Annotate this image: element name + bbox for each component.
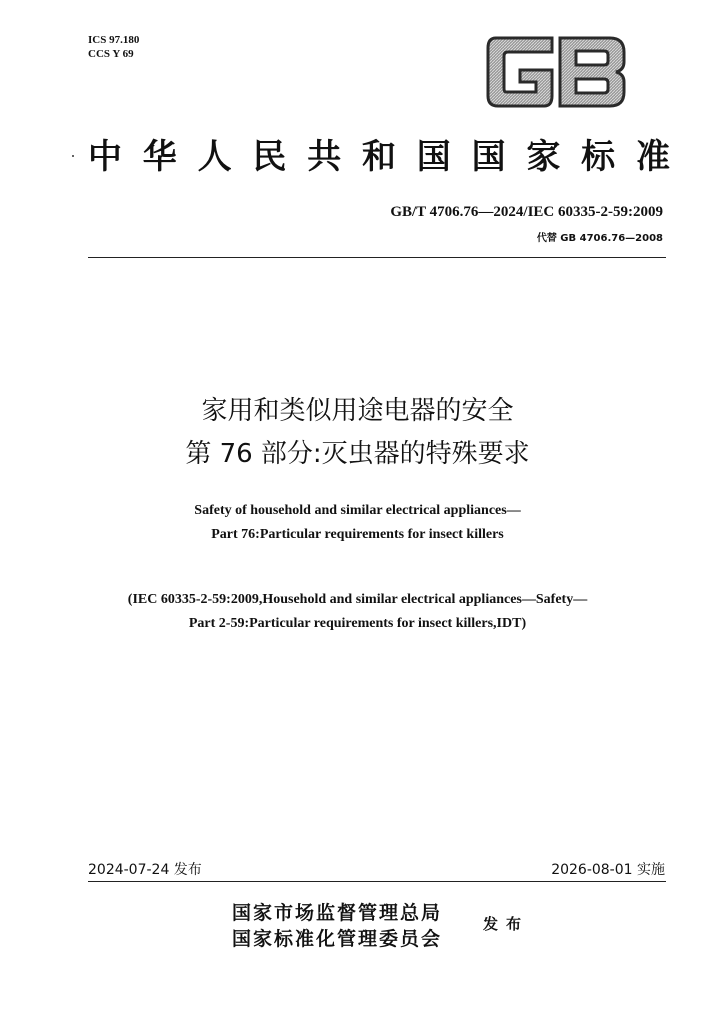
- standard-number: GB/T 4706.76—2024/IEC 60335-2-59:2009: [390, 204, 663, 220]
- ccs-code: CCS Y 69: [88, 48, 134, 60]
- heading-char: 人: [197, 137, 232, 177]
- heading-char: 标: [581, 137, 616, 177]
- heading-char: 国: [471, 137, 506, 177]
- implement-date: 2026-08-01 实施: [551, 862, 665, 878]
- title-cn-line2: 第 76 部分:灭虫器的特殊要求: [185, 439, 530, 469]
- heading-char: 准: [635, 137, 670, 177]
- margin-dot: [72, 155, 74, 157]
- ics-code: ICS 97.180: [88, 34, 140, 46]
- title-cn-line1: 家用和类似用途电器的安全: [201, 396, 514, 426]
- logo-letter-b: [560, 38, 624, 106]
- issuer-samr: 国家市场监督管理总局: [232, 902, 443, 924]
- national-standard-heading: [88, 135, 670, 179]
- issue-label: 发布: [483, 915, 530, 933]
- title-en-line1: Safety of household and similar electrical appliances—: [194, 503, 521, 518]
- classification-codes: [88, 33, 139, 61]
- gb-logo: [486, 36, 626, 108]
- issuer-sac: 国家标准化管理委员会: [232, 928, 443, 950]
- equivalence-line1: (IEC 60335-2-59:2009,Household and similar electrical appliances—Safety—: [127, 592, 588, 607]
- heading-char: 和: [361, 137, 396, 177]
- heading-char: 家: [526, 137, 561, 177]
- logo-letter-g: [488, 38, 552, 106]
- replaces-standard: 代替 GB 4706.76—2008: [536, 233, 663, 244]
- title-en-line2: Part 76:Particular requirements for insect killers: [211, 527, 504, 542]
- heading-char: 共: [307, 137, 342, 177]
- equivalence-line2: Part 2-59:Particular requirements for insect killers,IDT): [188, 616, 527, 631]
- issuing-authorities: [232, 900, 442, 952]
- heading-char: 国: [416, 137, 451, 177]
- publish-date: 2024-07-24 发布: [88, 862, 202, 878]
- header-divider: [88, 257, 666, 258]
- heading-char: 华: [142, 137, 177, 177]
- heading-char: 民: [252, 137, 287, 177]
- heading-char: 中: [88, 137, 122, 177]
- footer-divider: [88, 881, 666, 882]
